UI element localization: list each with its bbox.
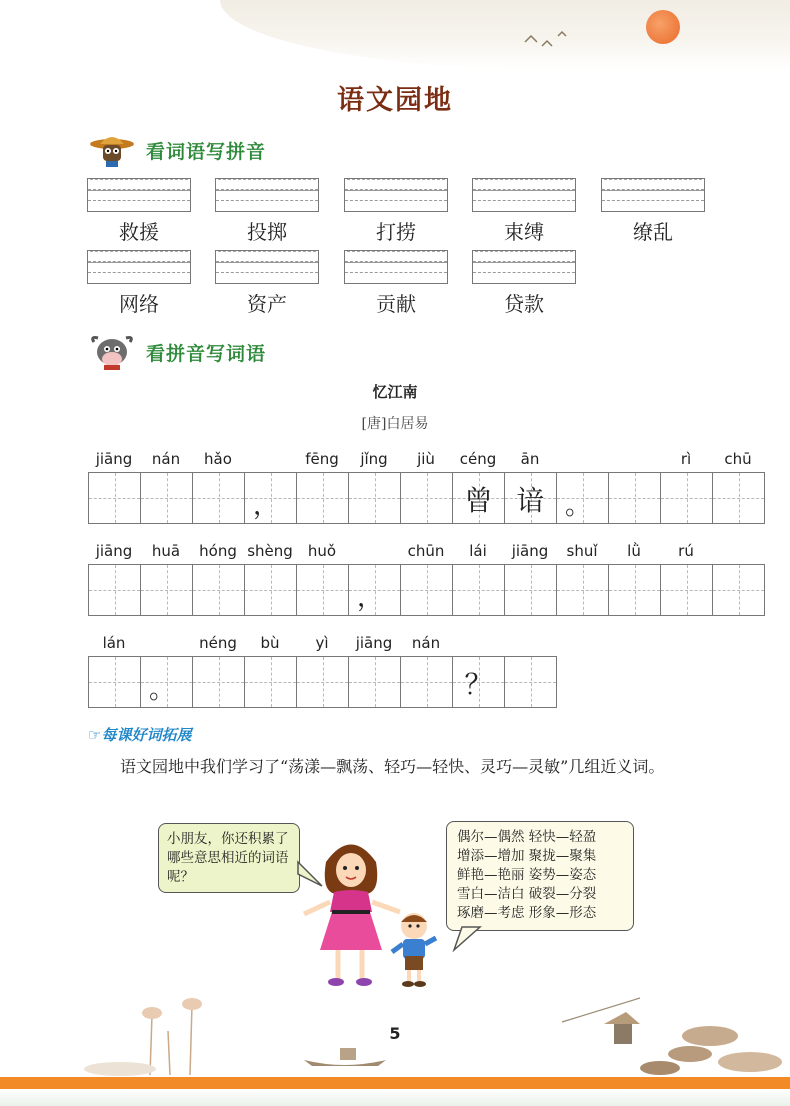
character-cell[interactable] [245, 472, 297, 524]
pinyin-syllable: lǜ [627, 542, 641, 560]
character-cell[interactable] [141, 472, 193, 524]
word: 贷款 [504, 292, 544, 316]
pinyin-syllable: chū [724, 450, 752, 468]
character-cell[interactable] [245, 656, 297, 708]
character-cell[interactable] [401, 472, 453, 524]
cell-text: 曾 [464, 484, 493, 517]
character-cell[interactable] [89, 656, 141, 708]
birds-icon [520, 18, 580, 52]
pinyin-syllable: huǒ [307, 542, 337, 560]
character-cell[interactable] [609, 564, 661, 616]
character-cell[interactable] [453, 564, 505, 616]
character-grid-line-2 [88, 564, 765, 616]
character-cell[interactable] [141, 656, 193, 708]
pinyin-syllable: jiāng [355, 634, 393, 652]
synonym-line: 增添—增加 聚拢—聚集 [457, 848, 597, 864]
pinyin-syllable: shèng [247, 542, 293, 560]
cell-text: ， [253, 491, 280, 521]
character-cell[interactable] [401, 656, 453, 708]
poem-author: [唐]白居易 [361, 416, 429, 432]
character-cell[interactable] [661, 564, 713, 616]
character-cell[interactable] [401, 564, 453, 616]
cell-text: 。 [565, 491, 592, 521]
character-cell[interactable] [557, 472, 609, 524]
pinyin-syllable: rú [678, 542, 694, 560]
word: 缭乱 [633, 220, 673, 244]
word: 救援 [119, 220, 159, 244]
synonym-line: 鲜艳—艳丽 姿势—姿态 [457, 867, 597, 883]
character-cell[interactable] [193, 564, 245, 616]
character-cell[interactable] [89, 564, 141, 616]
character-cell[interactable] [141, 564, 193, 616]
word: 束缚 [504, 220, 544, 244]
poem-title: 忆江南 [372, 383, 418, 401]
pinyin-answer-box[interactable] [601, 178, 705, 212]
character-cell[interactable] [297, 472, 349, 524]
extension-header: ☞每课好词拓展 [88, 726, 192, 744]
footer-bottom-decoration [0, 1089, 790, 1106]
pinyin-syllable: fēng [305, 450, 339, 468]
pinyin-answer-box[interactable] [215, 250, 319, 284]
character-cell[interactable] [297, 564, 349, 616]
pinyin-syllable: hóng [199, 542, 237, 560]
pinyin-answer-box[interactable] [472, 250, 576, 284]
pinyin-syllable: jiāng [511, 542, 549, 560]
character-cell[interactable] [661, 472, 713, 524]
word: 资产 [247, 292, 287, 316]
section-label: 看词语写拼音 [146, 140, 267, 163]
pinyin-syllable: nán [151, 450, 181, 468]
pinyin-syllable: rì [680, 450, 692, 468]
pinyin-answer-box[interactable] [344, 178, 448, 212]
pinyin-syllable: nán [411, 634, 441, 652]
cell-text: ， [357, 583, 384, 613]
speech-bubble-teacher: 小朋友，你还积累了哪些意思相近的词语呢？ [158, 823, 300, 893]
character-cell[interactable] [193, 656, 245, 708]
pinyin-syllable: jǐng [360, 450, 388, 468]
page-title: 语文园地 [337, 85, 453, 116]
character-cell[interactable] [713, 564, 765, 616]
character-grid-line-1 [88, 472, 765, 524]
character-cell[interactable] [349, 656, 401, 708]
character-cell[interactable] [89, 472, 141, 524]
pinyin-syllable: bù [260, 634, 280, 652]
pinyin-syllable: néng [199, 634, 237, 652]
word: 打捞 [376, 220, 416, 244]
character-cell[interactable] [193, 472, 245, 524]
extension-paragraph: 语文园地中我们学习了“荡漾—飘荡、轻巧—轻快、灵巧—灵敏”几组近义词。 [120, 757, 665, 776]
pinyin-answer-box[interactable] [472, 178, 576, 212]
pinyin-answer-box[interactable] [87, 250, 191, 284]
speech-bubble-synonyms [446, 821, 634, 931]
character-cell[interactable] [557, 564, 609, 616]
pinyin-syllable: shuǐ [566, 542, 598, 560]
boat-icon [300, 1040, 390, 1072]
character-cell[interactable] [453, 656, 505, 708]
ox-mascot-icon [88, 334, 136, 370]
sun-icon [646, 10, 680, 44]
pinyin-syllable: jiù [417, 450, 435, 468]
character-cell[interactable] [453, 472, 505, 524]
cell-text: 谙 [516, 484, 545, 517]
pinyin-syllable: hǎo [204, 450, 232, 468]
pinyin-syllable: huā [151, 542, 181, 560]
character-cell[interactable] [349, 564, 401, 616]
pinyin-answer-box[interactable] [87, 178, 191, 212]
section-header-write-pinyin [88, 132, 266, 168]
cell-text: ？ [464, 668, 493, 701]
pinyin-syllable: yì [315, 634, 329, 652]
pinyin-syllable: lán [102, 634, 126, 652]
synonym-line: 琢磨—考虑 形象—形态 [457, 905, 597, 921]
pinyin-syllable: jiāng [95, 450, 133, 468]
character-cell[interactable] [297, 656, 349, 708]
pinyin-syllable: céng [459, 450, 497, 468]
page-number: 5 [389, 1024, 401, 1043]
character-cell[interactable] [245, 564, 297, 616]
straw-hat-mascot-icon [88, 132, 136, 168]
boy-illustration [388, 908, 440, 990]
synonym-line: 雪白—洁白 破裂—分裂 [457, 886, 597, 902]
pinyin-syllable: jiāng [95, 542, 133, 560]
pinyin-answer-box[interactable] [344, 250, 448, 284]
pinyin-syllable: ān [520, 450, 540, 468]
bubble-tail-icon [452, 926, 492, 952]
header-ink-wash-decoration [220, 0, 790, 70]
cell-text: 。 [149, 675, 176, 705]
pinyin-answer-box[interactable] [215, 178, 319, 212]
character-cell[interactable] [505, 656, 557, 708]
word: 网络 [119, 292, 159, 316]
pinyin-syllable: lái [469, 542, 487, 560]
word: 投掷 [247, 220, 287, 244]
section-label: 看拼音写词语 [146, 342, 267, 365]
word: 贡献 [376, 292, 416, 316]
character-grid-line-3 [88, 656, 557, 708]
character-cell[interactable] [505, 472, 557, 524]
character-cell[interactable] [713, 472, 765, 524]
section-header-write-words [88, 334, 266, 370]
character-cell[interactable] [505, 564, 557, 616]
footer-orange-bar [0, 1077, 790, 1089]
character-cell[interactable] [609, 472, 661, 524]
synonym-line: 偶尔—偶然 轻快—轻盈 [457, 829, 597, 845]
character-cell[interactable] [349, 472, 401, 524]
pinyin-syllable: chūn [407, 542, 445, 560]
